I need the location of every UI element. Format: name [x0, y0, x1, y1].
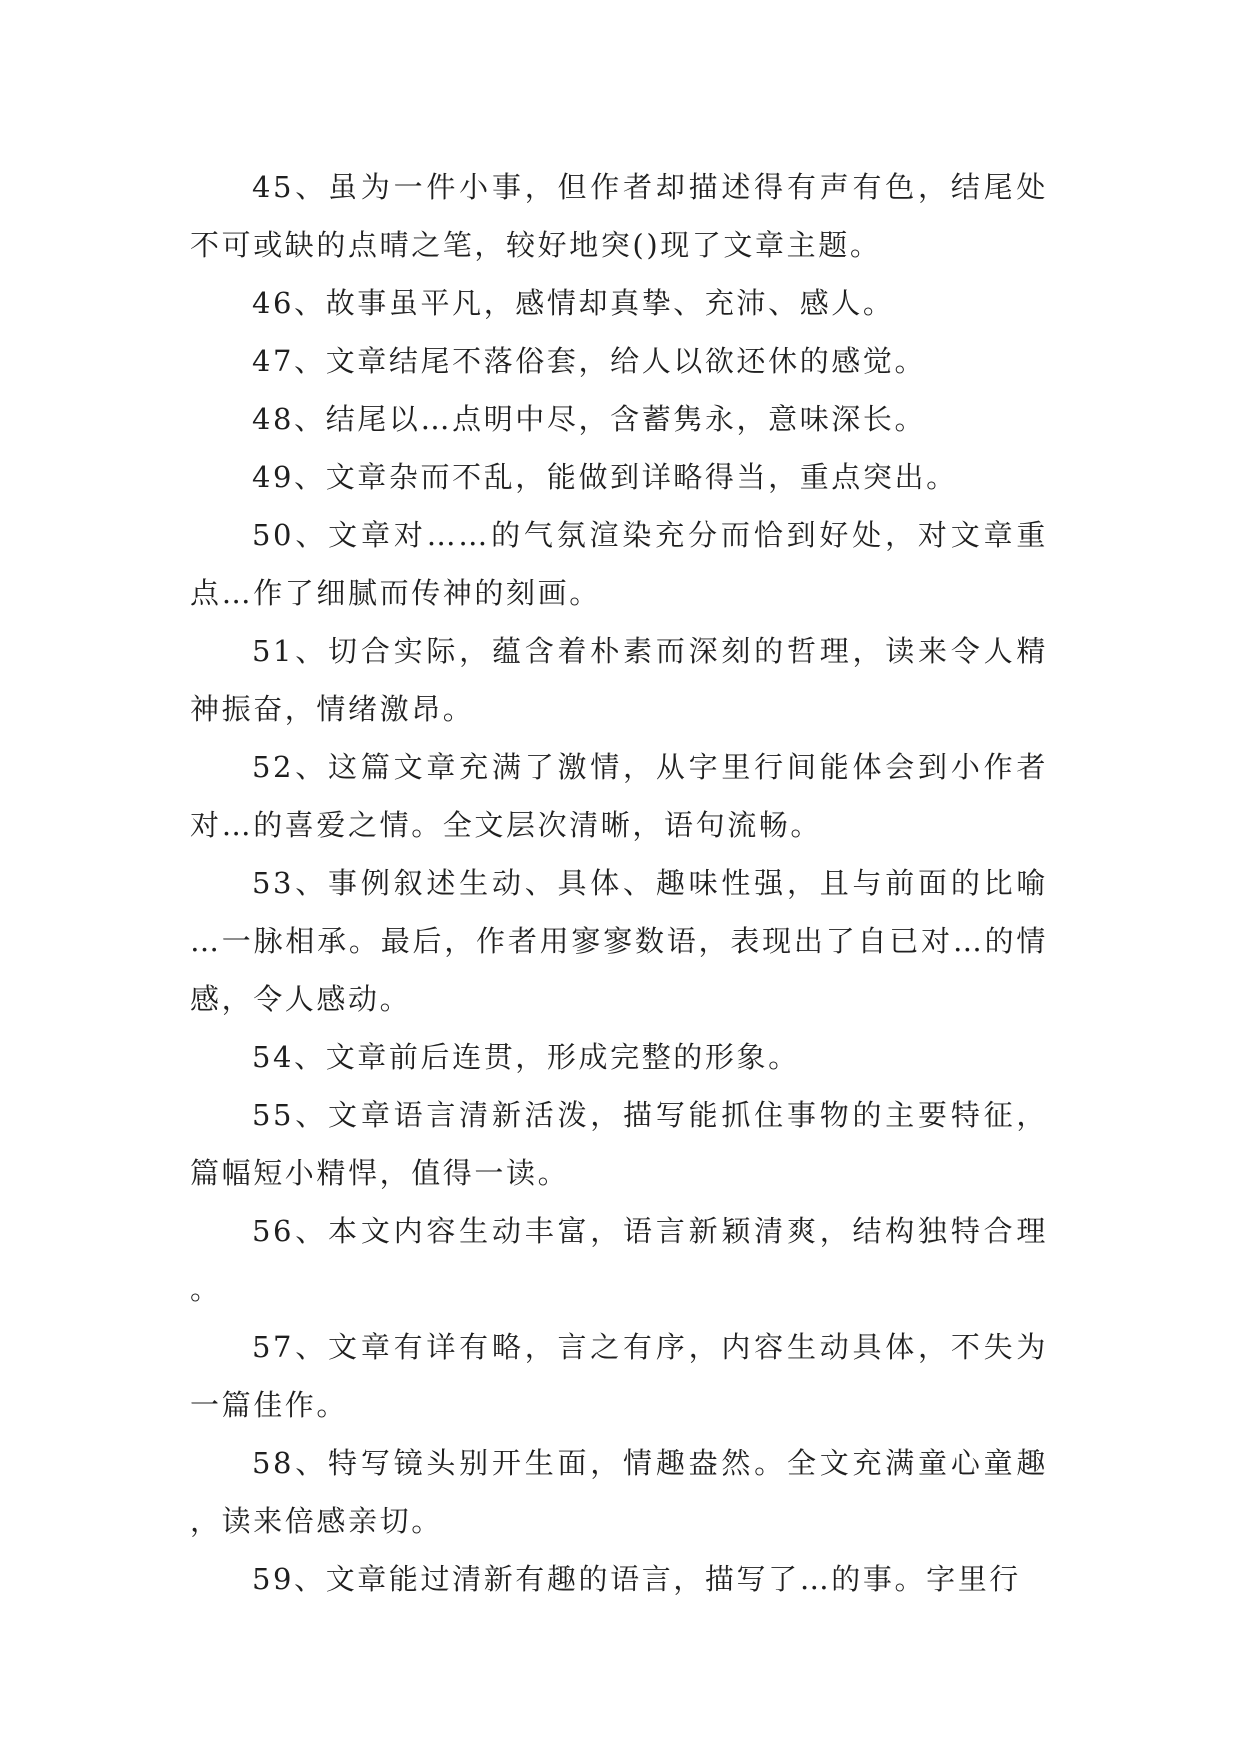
document-body	[190, 158, 1048, 1608]
paragraph-50: 50、文章对……的气氛渲染充分而恰到好处，对文章重点…作了细腻而传神的刻画。	[190, 518, 1048, 610]
paragraph-45: 45、虽为一件小事，但作者却描述得有声有色，结尾处不可或缺的点晴之笔，较好地突()现了文章主题。	[190, 170, 1048, 262]
paragraph-46: 46、故事虽平凡，感情却真挚、充沛、感人。	[252, 286, 895, 320]
paragraph-53: 53、事例叙述生动、具体、趣味性强，且与前面的比喻…一脉相承。最后，作者用寥寥数语，表现出了自已对…的情感，令人感动。	[190, 866, 1048, 1016]
paragraph-59: 59、文章能过清新有趣的语言，描写了…的事。字里行	[252, 1562, 1021, 1596]
paragraph-47: 47、文章结尾不落俗套，给人以欲还休的感觉。	[252, 344, 927, 378]
paragraph-54: 54、文章前后连贯，形成完整的形象。	[252, 1040, 800, 1074]
paragraph-51: 51、切合实际，蕴含着朴素而深刻的哲理，读来令人精神振奋，情绪激昂。	[190, 634, 1048, 726]
paragraph-48: 48、结尾以…点明中尽，含蓄隽永，意味深长。	[252, 402, 927, 436]
paragraph-58: 58、特写镜头别开生面，情趣盎然。全文充满童心童趣，读来倍感亲切。	[190, 1446, 1048, 1538]
paragraph-56: 56、本文内容生动丰富，语言新颖清爽，结构独特合理。	[190, 1214, 1048, 1306]
paragraph-57: 57、文章有详有略，言之有序，内容生动具体，不失为一篇佳作。	[190, 1330, 1048, 1422]
paragraph-55: 55、文章语言清新活泼，描写能抓住事物的主要特征，篇幅短小精悍，值得一读。	[190, 1098, 1048, 1190]
paragraph-52: 52、这篇文章充满了激情，从字里行间能体会到小作者对…的喜爱之情。全文层次清晰，语句流畅。	[190, 750, 1048, 842]
paragraph-49: 49、文章杂而不乱，能做到详略得当，重点突出。	[252, 460, 958, 494]
